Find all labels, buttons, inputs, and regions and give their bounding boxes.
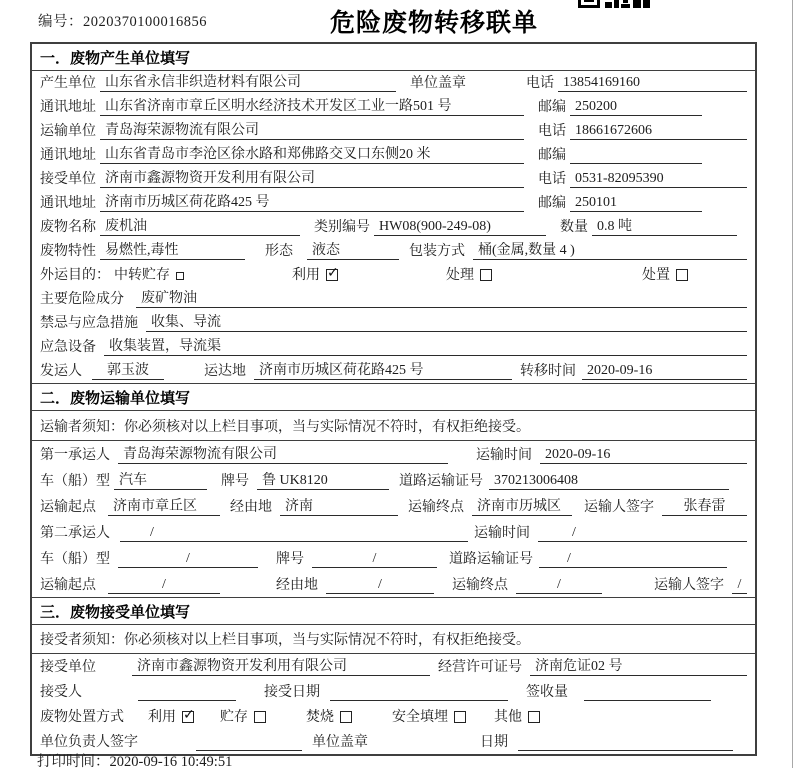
phone-label: 电话 (538, 172, 566, 187)
producer-name-value: 山东省永信非织造材料有限公司 (100, 74, 396, 92)
second-carrier-row (32, 519, 755, 545)
qr-code-icon (578, 0, 650, 9)
purpose-utilize-checkbox (326, 269, 338, 281)
purpose-option-label: 利用 (292, 268, 320, 283)
accept-unit-value: 济南市鑫源物资开发利用有限公司 (132, 658, 430, 676)
waste-name-value: 废机油 (100, 218, 300, 236)
first-carrier-label: 第一承运人 (40, 448, 110, 463)
section2-header: 二．废物运输单位填写 (32, 383, 755, 411)
terminus-label: 运输终点 (452, 578, 508, 593)
origin-value: / (108, 576, 220, 594)
signed-quantity-label: 签收量 (526, 685, 568, 700)
via-value: / (326, 576, 434, 594)
origin-value: 济南市章丘区 (108, 498, 220, 516)
disposal-option-label: 安全填埋 (392, 710, 448, 725)
permit-value: 济南危证02 号 (530, 658, 747, 676)
serial-label: 编号： (38, 14, 83, 30)
date-label: 日期 (480, 735, 508, 750)
emergency-label: 禁忌与应急措施 (40, 316, 138, 331)
zip-label: 邮编 (538, 148, 566, 163)
category-value: HW08(900-249-08) (374, 218, 546, 236)
disposal-option-label: 贮存 (220, 710, 248, 725)
purpose-option-label: 处置 (642, 268, 670, 283)
section1-header: 一．废物产生单位填写 (32, 44, 755, 71)
producer-address-row (32, 95, 755, 119)
origin-label: 运输起点 (40, 578, 96, 593)
unit-seal-label: 单位盖章 (312, 735, 368, 750)
producer-phone-value: 13854169160 (558, 74, 747, 92)
first-carrier-value: 青岛海荣源物流有限公司 (118, 446, 448, 464)
transport-time-value: / (538, 524, 747, 542)
acceptor-value (138, 683, 236, 701)
transporter-zip-value (570, 146, 702, 164)
receiver-address-row (32, 191, 755, 215)
address-label: 通讯地址 (40, 100, 96, 115)
receiver-address-value: 济南市历城区荷花路425 号 (100, 194, 524, 212)
disposal-label: 废物处置方式 (40, 710, 124, 725)
road-permit-value: / (539, 550, 727, 568)
transfer-purpose-row (32, 263, 755, 287)
second-carrier-label: 第二承运人 (40, 526, 110, 541)
property-value: 易燃性,毒性 (100, 242, 245, 260)
phone-label: 电话 (538, 124, 566, 139)
purpose-storage-checkbox (176, 272, 184, 280)
transfer-time-label: 转移时间 (520, 364, 576, 379)
print-time-label: 打印时间： (37, 754, 110, 770)
plate-label: 牌号 (221, 474, 249, 489)
purpose-option-label: 处理 (446, 268, 474, 283)
via-value: 济南 (280, 498, 398, 516)
transport-time-value: 2020-09-16 (540, 446, 747, 464)
receiver-name-value: 济南市鑫源物资开发利用有限公司 (100, 170, 524, 188)
section3-header: 三．废物接受单位填写 (32, 597, 755, 625)
purpose-label: 外运目的： (40, 268, 110, 283)
signed-quantity-value (584, 683, 711, 701)
disposal-method-row (32, 704, 755, 729)
address-label: 通讯地址 (40, 148, 96, 163)
waste-name-row (32, 215, 755, 239)
producer-label: 产生单位 (40, 76, 96, 91)
waste-property-row (32, 239, 755, 263)
vehicle-type-label: 车（船）型 (40, 552, 110, 567)
vehicle-row-1 (32, 467, 755, 493)
route-row-1 (32, 493, 755, 519)
zip-label: 邮编 (538, 100, 566, 115)
vehicle-type-value: 汽车 (114, 472, 207, 490)
purpose-option-label: 中转贮存 (114, 268, 170, 283)
serial-number (38, 10, 207, 31)
category-label: 类别编号 (314, 220, 370, 235)
transport-time-label: 运输时间 (474, 526, 530, 541)
disposal-utilize-checkbox (182, 711, 194, 723)
disposal-storage-checkbox (254, 711, 266, 723)
origin-label: 运输起点 (40, 500, 96, 515)
accept-date-label: 接受日期 (264, 685, 320, 700)
dispatcher-value: 郭玉波 (92, 362, 164, 380)
hazard-component-row (32, 287, 755, 311)
transport-time-label: 运输时间 (476, 448, 532, 463)
hazard-label: 主要危险成分 (40, 292, 124, 307)
disposal-other-checkbox (528, 711, 540, 723)
first-carrier-row (32, 441, 755, 467)
second-carrier-value: / (120, 524, 468, 542)
dispatch-row (32, 359, 755, 383)
permit-label: 经营许可证号 (438, 660, 522, 675)
form-value: 液态 (307, 242, 399, 260)
transporter-notice: 运输者须知：你必须核对以上栏目事项，当与实际情况不符时，有权拒绝接受。 (32, 411, 755, 441)
producer-address-value: 山东省济南市章丘区明水经济技术开发区工业一路501 号 (100, 98, 524, 116)
carrier-sign-label: 运输人签字 (584, 500, 654, 515)
disposal-option-label: 其他 (494, 710, 522, 725)
carrier-sign-value: 张春雷 (662, 498, 747, 516)
quantity-value: 0.8 吨 (592, 218, 737, 236)
accept-unit-row (32, 654, 755, 679)
acceptor-row (32, 679, 755, 704)
page-edge-line (792, 0, 793, 768)
terminus-value: / (516, 576, 602, 594)
road-permit-label: 道路运输证号 (399, 474, 483, 489)
address-label: 通讯地址 (40, 196, 96, 211)
receiver-notice: 接受者须知：你必须核对以上栏目事项，当与实际情况不符时，有权拒绝接受。 (32, 625, 755, 654)
road-permit-label: 道路运输证号 (449, 552, 533, 567)
transporter-name-value: 青岛海荣源物流有限公司 (100, 122, 524, 140)
property-label: 废物特性 (40, 244, 96, 259)
accept-unit-label: 接受单位 (40, 660, 96, 675)
section-receiver (32, 597, 755, 754)
responsible-sign-label: 单位负责人签字 (40, 735, 138, 750)
transfer-form (30, 42, 757, 756)
disposal-burn-checkbox (340, 711, 352, 723)
vehicle-row-2 (32, 545, 755, 571)
section-producer (32, 44, 755, 383)
transporter-row (32, 119, 755, 143)
terminus-label: 运输终点 (408, 500, 464, 515)
print-time-value: 2020-09-16 10:49:51 (109, 754, 233, 770)
plate-value: 鲁 UK8120 (257, 472, 389, 490)
destination-label: 运达地 (204, 364, 246, 379)
zip-label: 邮编 (538, 196, 566, 211)
via-label: 经由地 (230, 500, 272, 515)
form-label: 形态 (265, 244, 293, 259)
road-permit-value: 370213006408 (489, 472, 729, 490)
transfer-time-value: 2020-09-16 (582, 362, 747, 380)
via-label: 经由地 (276, 578, 318, 593)
terminus-value: 济南市历城区 (472, 498, 572, 516)
plate-label: 牌号 (276, 552, 304, 567)
vehicle-type-value: / (118, 550, 258, 568)
accept-date-value (330, 683, 508, 701)
phone-label: 电话 (526, 76, 554, 91)
serial-value: 2020370100016856 (83, 14, 207, 30)
disposal-option-label: 焚烧 (306, 710, 334, 725)
packing-value: 桶(金属,数量 4 ) (473, 242, 747, 260)
page-title: 危险废物转移联单 (330, 9, 539, 37)
producer-zip-value: 250200 (570, 98, 702, 116)
dispatcher-label: 发运人 (40, 364, 82, 379)
seal-label: 单位盖章 (410, 76, 466, 91)
responsible-sign-value (196, 733, 302, 751)
receiver-row (32, 167, 755, 191)
transporter-address-row (32, 143, 755, 167)
transporter-phone-value: 18661672606 (570, 122, 747, 140)
disposal-option-label: 利用 (148, 710, 176, 725)
equipment-value: 收集装置，导流渠 (104, 338, 747, 356)
date-value (518, 733, 733, 751)
receiver-phone-value: 0531-82095390 (570, 170, 747, 188)
transporter-label: 运输单位 (40, 124, 96, 139)
quantity-label: 数量 (560, 220, 588, 235)
section-transporter (32, 383, 755, 597)
purpose-treat-checkbox (480, 269, 492, 281)
receiver-label: 接受单位 (40, 172, 96, 187)
packing-label: 包装方式 (409, 244, 465, 259)
purpose-dispose-checkbox (676, 269, 688, 281)
emergency-equipment-row (32, 335, 755, 359)
emergency-value: 收集、导流 (146, 314, 747, 332)
acceptor-label: 接受人 (40, 685, 82, 700)
route-row-2 (32, 571, 755, 597)
waste-name-label: 废物名称 (40, 220, 96, 235)
plate-value: / (312, 550, 437, 568)
hazard-value: 废矿物油 (136, 290, 747, 308)
destination-value: 济南市历城区荷花路425 号 (254, 362, 512, 380)
receiver-zip-value: 250101 (570, 194, 702, 212)
carrier-sign-value: / (732, 576, 747, 594)
transporter-address-value: 山东省青岛市李沧区徐水路和郑佛路交叉口东侧20 米 (100, 146, 524, 164)
carrier-sign-label: 运输人签字 (654, 578, 724, 593)
emergency-measures-row (32, 311, 755, 335)
producer-row (32, 71, 755, 95)
vehicle-type-label: 车（船）型 (40, 474, 110, 489)
disposal-landfill-checkbox (454, 711, 466, 723)
equipment-label: 应急设备 (40, 340, 96, 355)
